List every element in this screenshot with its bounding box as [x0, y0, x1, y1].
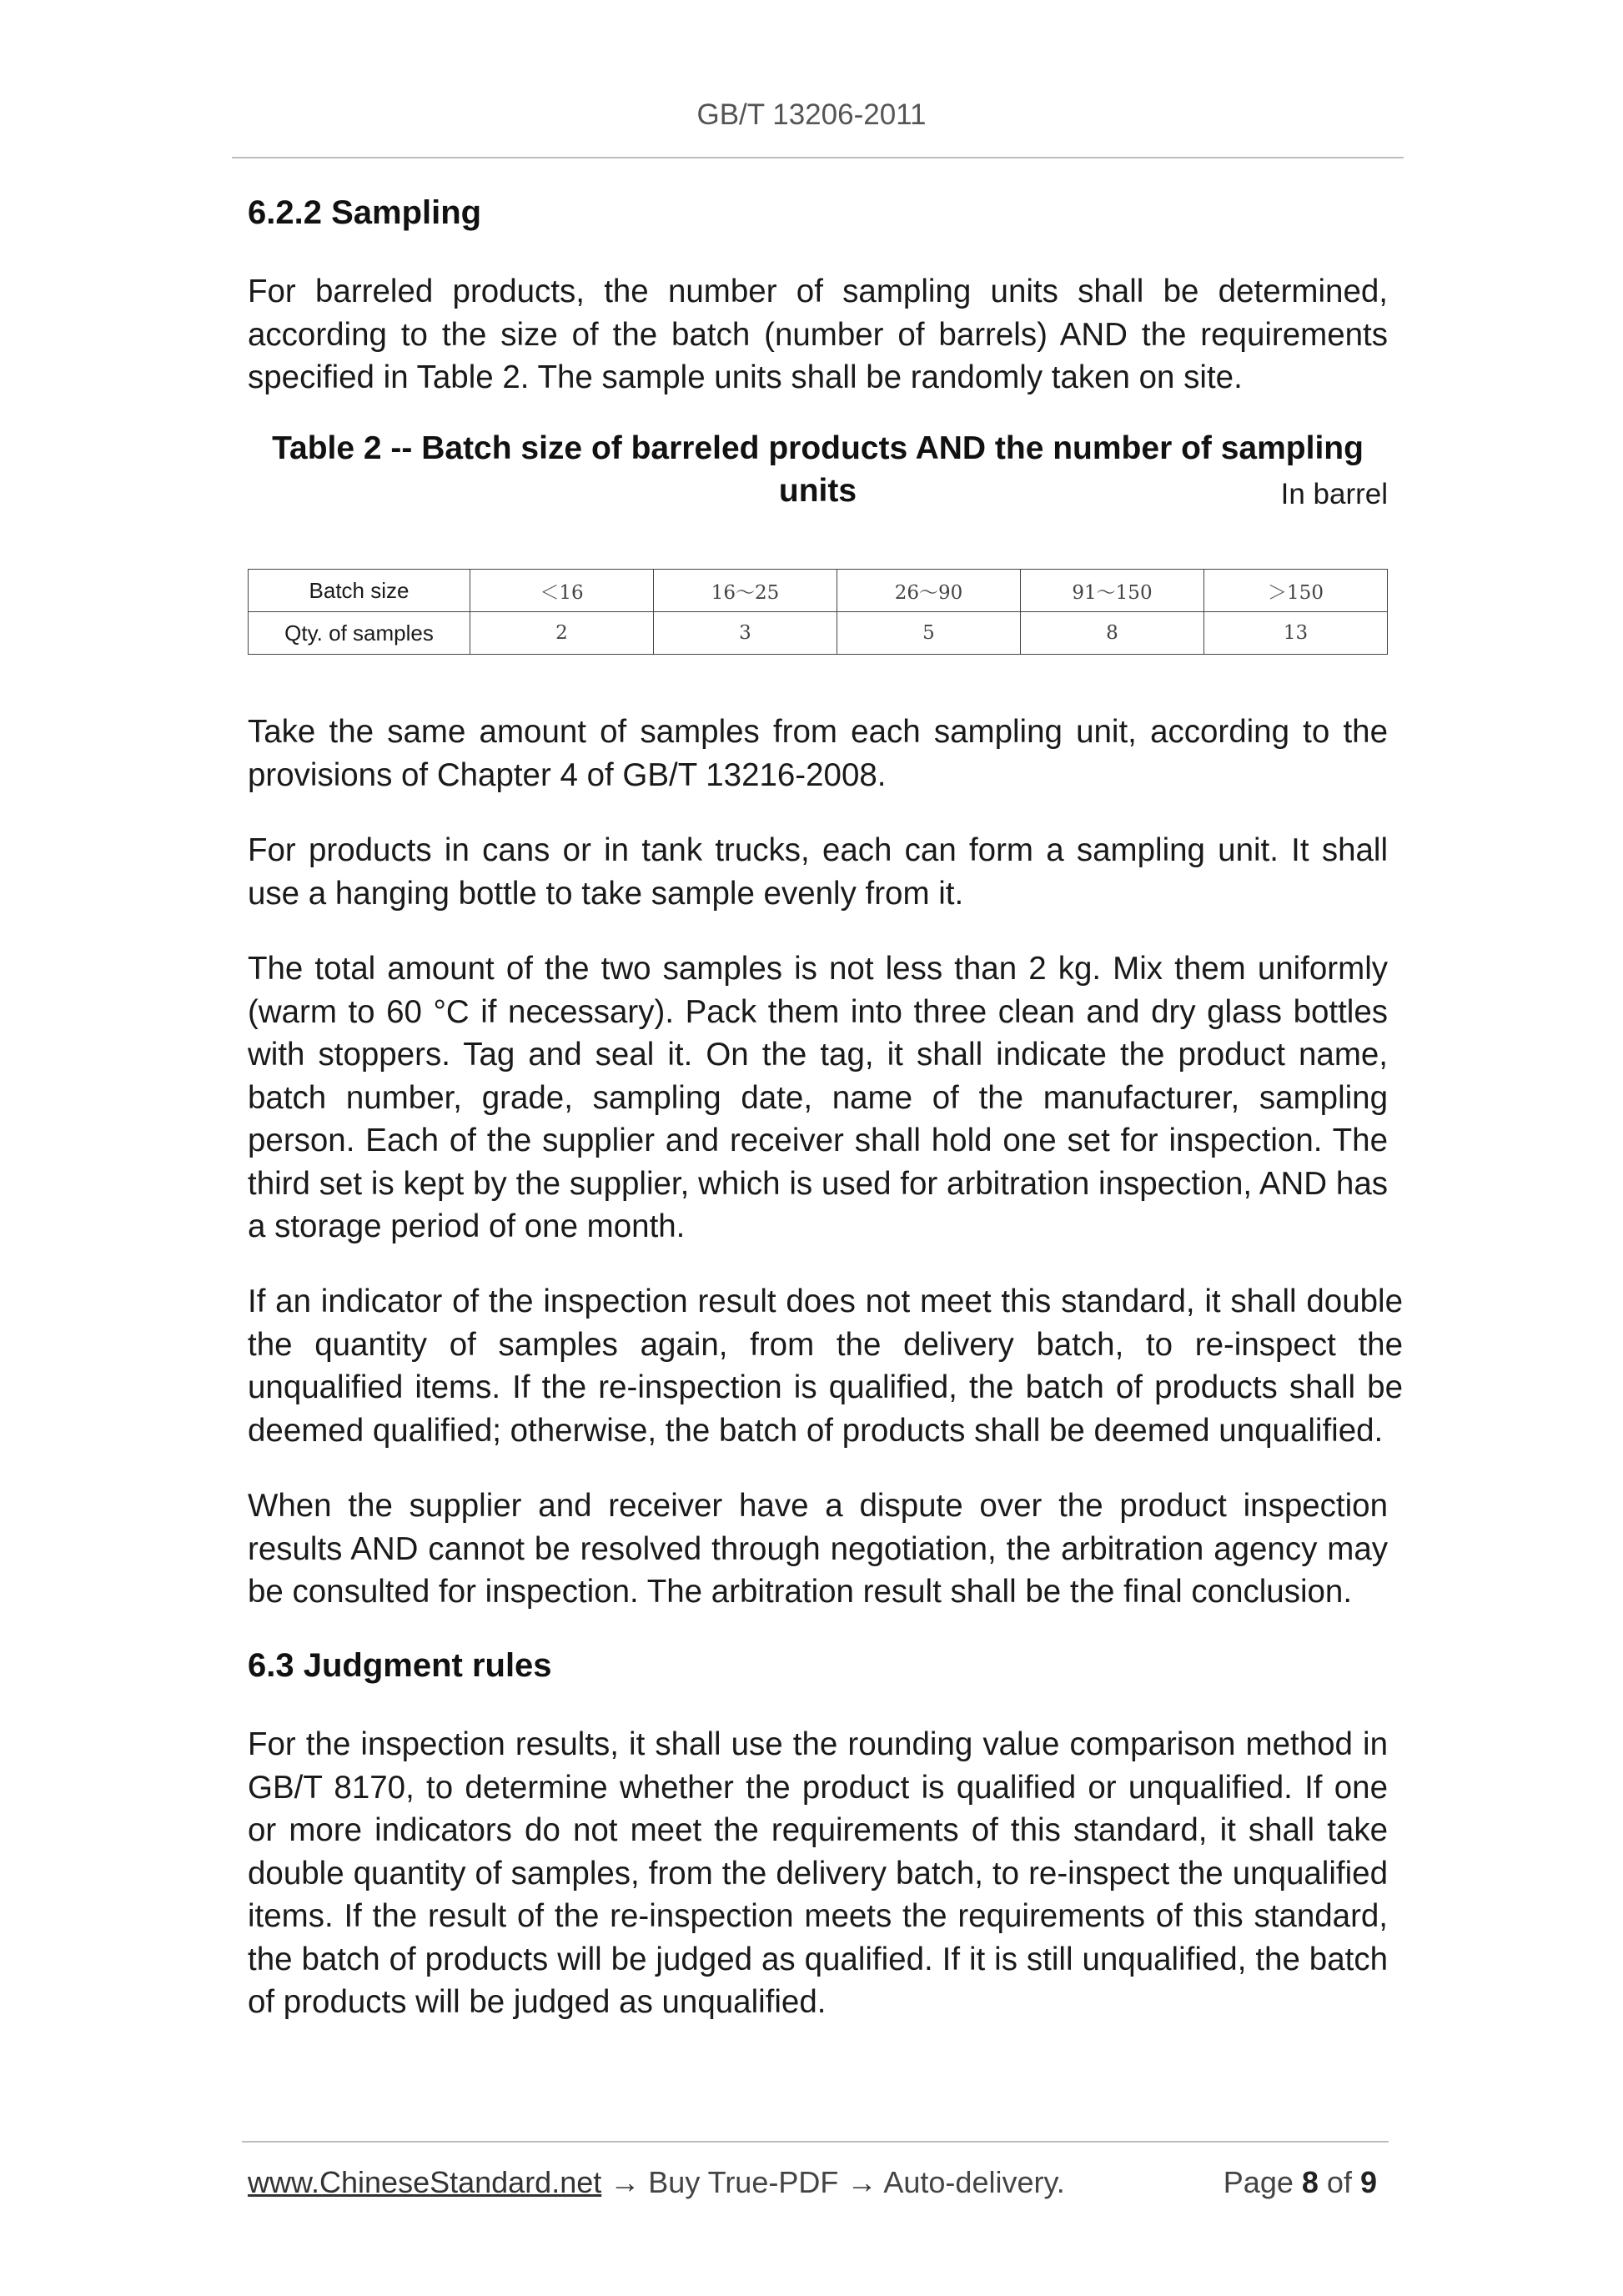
row-header: Qty. of samples — [249, 612, 470, 655]
of-word: of — [1326, 2165, 1352, 2199]
website-link[interactable]: www.ChineseStandard.net — [248, 2165, 602, 2199]
table-cell: 16～25 — [654, 570, 837, 612]
table-cell: 5 — [837, 612, 1021, 655]
table-cell: 3 — [654, 612, 837, 655]
table-caption-line2: units — [778, 473, 857, 509]
table-row — [249, 612, 1388, 655]
section-heading-judgment-rules: 6.3 Judgment rules — [248, 1647, 552, 1684]
paragraph-cans-tank-trucks: For products in cans or in tank trucks, each can form a sampling unit. It shall use a hanging bottle to take sample evenly from it. — [248, 832, 1388, 912]
paragraph-dispute: When the supplier and receiver have a dispute over the product inspection results AND cannot be resolved through negotiation, the arbitration agency may be consulted for inspection. The arbitration result shall be the final conclusion. — [248, 1488, 1388, 1610]
table-caption-line1: Table 2 -- Batch size of barreled products AND the number of sampling — [272, 430, 1364, 466]
document-header: GB/T 13206-2011 — [696, 98, 927, 131]
page-total: 9 — [1359, 2165, 1377, 2199]
footer-divider — [242, 2141, 1389, 2143]
page-number: 8 — [1301, 2165, 1319, 2199]
table-caption — [248, 427, 1388, 512]
arrow-right-icon: → — [847, 2165, 877, 2199]
paragraph-total-amount: The total amount of the two samples is not less than 2 kg. Mix them uniformly (warm to 60 °C if necessary). Pack them into three clean and dry glass bottles with stoppers. Tag and seal it. On the tag, it shall indicate the product name, batch number, grade, sampling date, name of the manufacturer, sampling person. Each of the supplier and receiver shall hold one set for inspection. The third set is kept by the supplier, which is used for arbitration inspection, AND has a storage period of one month. — [248, 951, 1388, 1244]
header-divider — [232, 157, 1404, 158]
page-indicator — [1224, 2165, 1377, 2200]
page-word: Page — [1223, 2165, 1294, 2199]
footer-buy-text: Buy True-PDF — [648, 2165, 839, 2199]
table-cell: 91～150 — [1021, 570, 1204, 612]
paragraph-judgment-rules: For the inspection results, it shall use the rounding value comparison method in GB/T 8170, to determine whether the product is qualified or unqualified. If one or more indicators do not meet the requirements of this standard, it shall take double quantity of samples, from the delivery batch, to re-inspect the unqualified items. If the result of the re-inspection meets the requirements of this standard, the batch of products will be judged as qualified. If it is still unqualified, the batch of products will be judged as unqualified. — [248, 1726, 1388, 2020]
table-cell: 13 — [1204, 612, 1388, 655]
table-cell: 8 — [1021, 612, 1204, 655]
table-row — [249, 570, 1388, 612]
table-cell: ＜16 — [470, 570, 654, 612]
footer-auto-text: Auto-delivery. — [883, 2165, 1065, 2199]
paragraph-sampling-intro: For barreled products, the number of sampling units shall be determined, according to the size of the batch (number of barrels) AND the requirements specified in Table 2. The sample units shall be randomly taken on site. — [248, 274, 1388, 395]
table-cell: 26～90 — [837, 570, 1021, 612]
arrow-right-icon: → — [610, 2165, 641, 2199]
table-unit-label: In barrel — [1280, 478, 1388, 510]
section-heading-sampling: 6.2.2 Sampling — [248, 194, 482, 231]
paragraph-reinspection: If an indicator of the inspection result does not meet this standard, it shall double the quantity of samples again, from the delivery batch, to re-inspect the unqualified items. If the re-inspection is qualified, the batch of products shall be deemed qualified; otherwise, the batch of products shall be deemed unqualified. — [248, 1284, 1403, 1449]
row-header: Batch size — [249, 570, 470, 612]
table-cell: ＞150 — [1204, 570, 1388, 612]
table-cell: 2 — [470, 612, 654, 655]
batch-size-table — [248, 569, 1388, 655]
footer-left — [248, 2165, 1065, 2200]
paragraph-equal-amount: Take the same amount of samples from each sampling unit, according to the provisions of Chapter 4 of GB/T 13216-2008. — [248, 714, 1388, 793]
